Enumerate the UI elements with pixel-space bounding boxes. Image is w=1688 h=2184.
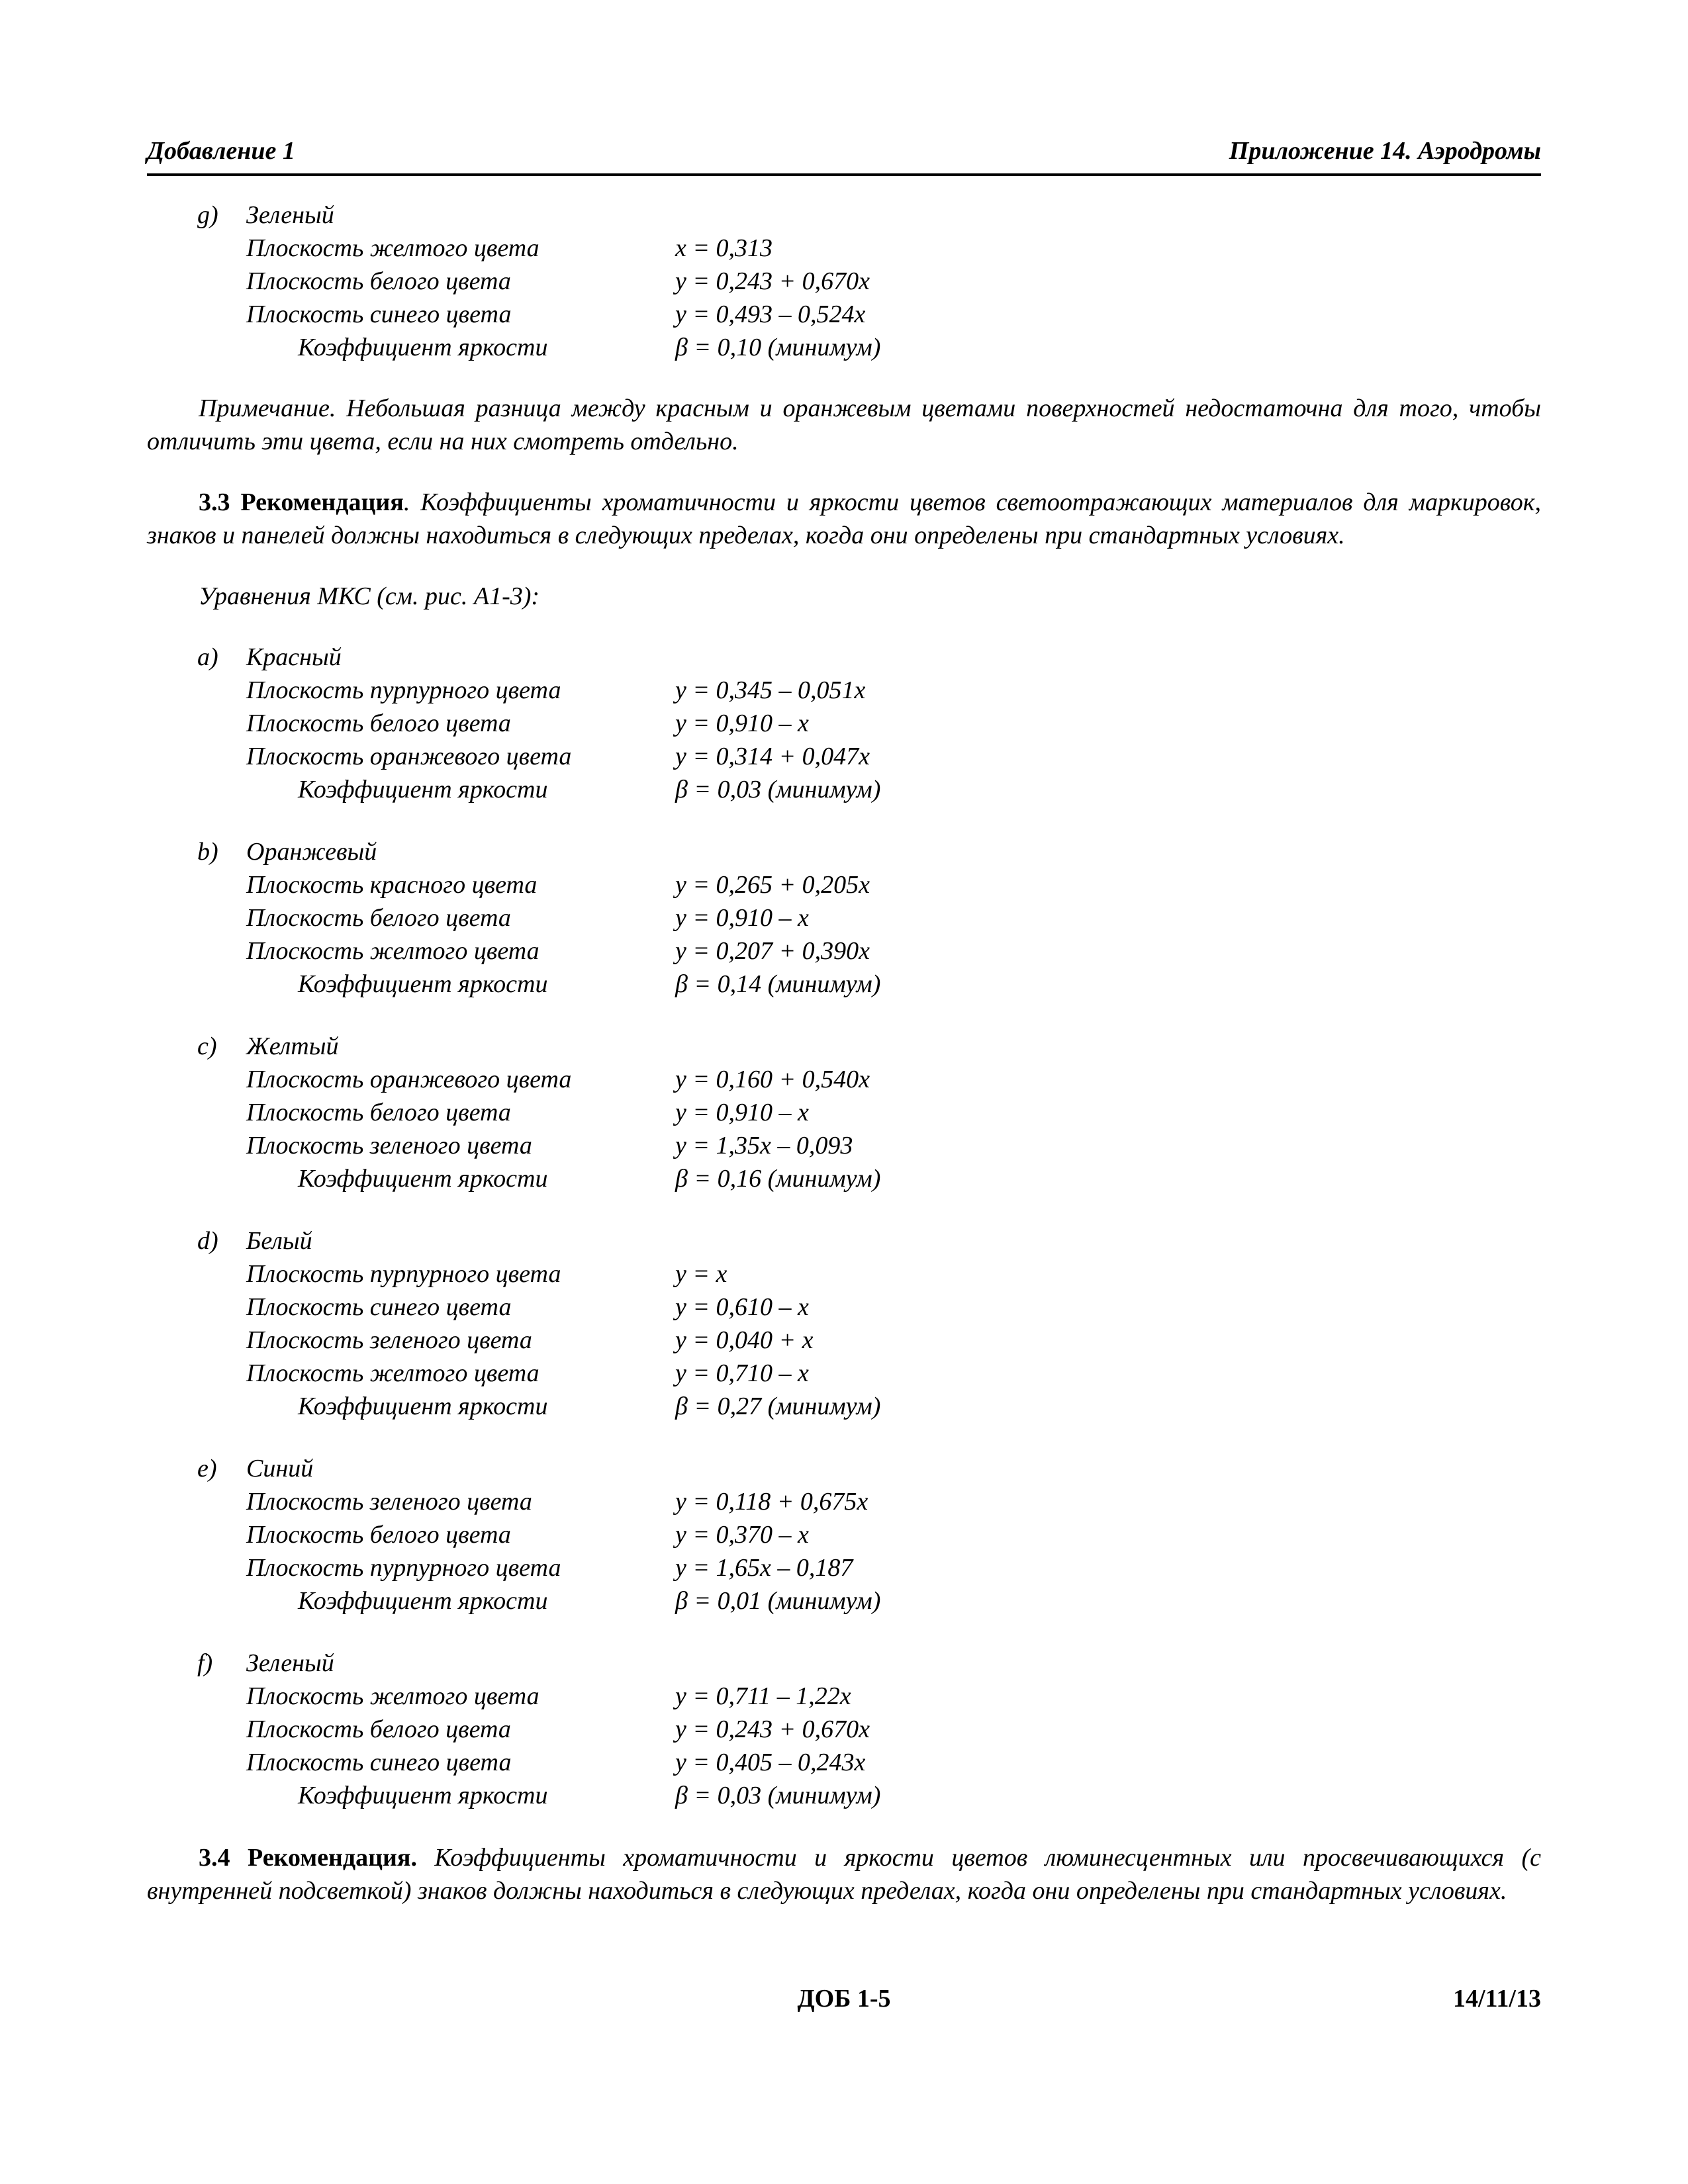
equation-term: Плоскость оранжевого цвета	[246, 1066, 572, 1093]
equation-term: Плоскость желтого цвета	[246, 937, 539, 965]
equation-term: Плоскость оранжевого цвета	[246, 743, 572, 770]
equation-term: Плоскость белого цвета	[246, 709, 511, 737]
equation-row	[147, 1291, 1541, 1324]
group-title: Желтый	[246, 1032, 339, 1060]
equation-row	[147, 1063, 1541, 1096]
equation-value: y = 0,370 – x	[675, 1521, 809, 1549]
equation-value: y = 0,265 + 0,205x	[675, 871, 870, 899]
equation-value: y = 0,405 – 0,243x	[675, 1749, 866, 1776]
group-title: Оранжевый	[246, 838, 377, 866]
group-title: Красный	[246, 643, 342, 671]
list-letter: b)	[197, 838, 218, 866]
equation-value: y = 1,35x – 0,093	[675, 1132, 853, 1160]
equation-term: Плоскость зеленого цвета	[246, 1132, 532, 1160]
equation-value: y = 0,610 – x	[675, 1293, 809, 1321]
equation-row	[147, 1357, 1541, 1390]
equation-value: y = x	[675, 1260, 727, 1288]
recommendation-text: . Коэффициенты хроматичности и яркости цветов светоотражающих материалов для маркировок, знаков и панелей должны находиться в следующих пределах, когда они определены при стандартных условиях.	[147, 488, 1541, 549]
equation-value: y = 1,65x – 0,187	[675, 1554, 853, 1582]
section-number: 3.3	[199, 488, 241, 516]
equation-value: x = 0,313	[675, 234, 773, 262]
color-group	[147, 835, 1541, 1001]
equation-value: y = 0,493 – 0,524x	[675, 300, 866, 328]
group-title-row	[147, 1452, 1541, 1485]
equation-term: Плоскость желтого цвета	[246, 1682, 539, 1710]
page-header	[147, 135, 1541, 176]
luminance-row	[147, 1779, 1541, 1812]
page-number: ДОБ 1-5	[797, 1985, 891, 2013]
luminance-term: Коэффициент яркости	[298, 334, 548, 361]
equation-row	[147, 740, 1541, 773]
group-title-row	[147, 641, 1541, 674]
page-date: 14/11/13	[1452, 1985, 1541, 2013]
equation-row	[147, 1713, 1541, 1746]
equation-term: Плоскость белого цвета	[246, 1099, 511, 1126]
group-title: Зеленый	[246, 201, 334, 229]
list-letter: a)	[197, 643, 218, 671]
recommendation-label: Рекомендация	[240, 488, 404, 516]
equation-row	[147, 1129, 1541, 1162]
list-letter: c)	[197, 1032, 217, 1060]
luminance-term: Коэффициент яркости	[298, 1587, 548, 1615]
group-title: Синий	[246, 1455, 314, 1482]
section-number: 3.4	[199, 1844, 248, 1872]
header-annex-title: Приложение 14. Аэродромы	[1229, 137, 1541, 165]
equation-term: Плоскость белого цвета	[246, 1715, 511, 1743]
equation-row	[147, 1485, 1541, 1518]
equation-term: Плоскость белого цвета	[246, 904, 511, 932]
recommendation-3-3	[147, 486, 1541, 552]
equation-row	[147, 298, 1541, 331]
luminance-row	[147, 1390, 1541, 1423]
page-footer	[147, 1984, 1541, 2017]
group-title: Белый	[246, 1227, 312, 1255]
recommendation-label: Рекомендация.	[247, 1844, 417, 1872]
luminance-value: β = 0,27 (минимум)	[675, 1392, 881, 1420]
luminance-row	[147, 1584, 1541, 1617]
equation-term: Плоскость зеленого цвета	[246, 1326, 532, 1354]
equation-term: Плоскость пурпурного цвета	[246, 676, 561, 704]
equation-row	[147, 265, 1541, 298]
color-group-g	[147, 199, 1541, 364]
luminance-term: Коэффициент яркости	[298, 1392, 548, 1420]
luminance-value: β = 0,03 (минимум)	[675, 1782, 881, 1809]
note-paragraph: Примечание. Небольшая разница между красным и оранжевым цветами поверхностей недостаточна для того, чтобы отличить эти цвета, если на них смотреть отдельно.	[147, 394, 1541, 455]
list-letter: f)	[197, 1649, 213, 1677]
header-appendix-label: Добавление 1	[147, 137, 295, 165]
equation-row	[147, 674, 1541, 707]
equation-row	[147, 1096, 1541, 1129]
equation-value: y = 0,040 + x	[675, 1326, 814, 1354]
equation-row	[147, 1518, 1541, 1551]
equation-row	[147, 901, 1541, 934]
luminance-value: β = 0,14 (минимум)	[675, 970, 881, 998]
equation-term: Плоскость пурпурного цвета	[246, 1260, 561, 1288]
equation-value: y = 0,160 + 0,540x	[675, 1066, 870, 1093]
color-group	[147, 1224, 1541, 1423]
equation-term: Плоскость пурпурного цвета	[246, 1554, 561, 1582]
equation-term: Плоскость красного цвета	[246, 871, 538, 899]
equation-row	[147, 707, 1541, 740]
equation-row	[147, 1257, 1541, 1291]
group-title: Зеленый	[246, 1649, 334, 1677]
luminance-term: Коэффициент яркости	[298, 1782, 548, 1809]
luminance-row	[147, 1162, 1541, 1195]
equation-value: y = 0,910 – x	[675, 1099, 809, 1126]
luminance-term: Коэффициент яркости	[298, 1165, 548, 1193]
equation-row	[147, 1324, 1541, 1357]
equation-value: y = 0,207 + 0,390x	[675, 937, 870, 965]
equation-row	[147, 934, 1541, 968]
color-group	[147, 1030, 1541, 1195]
group-title-row	[147, 199, 1541, 232]
color-group	[147, 1647, 1541, 1812]
group-title-row	[147, 1030, 1541, 1063]
equation-row	[147, 1680, 1541, 1713]
equation-value: y = 0,118 + 0,675x	[675, 1488, 868, 1516]
luminance-term: Коэффициент яркости	[298, 776, 548, 803]
equation-row	[147, 868, 1541, 901]
list-letter: d)	[197, 1227, 218, 1255]
color-group	[147, 641, 1541, 806]
equation-value: y = 0,314 + 0,047x	[675, 743, 870, 770]
equation-term: Плоскость синего цвета	[246, 300, 512, 328]
list-letter: e)	[197, 1455, 217, 1482]
equation-value: y = 0,910 – x	[675, 709, 809, 737]
luminance-row	[147, 968, 1541, 1001]
luminance-value: β = 0,03 (минимум)	[675, 776, 881, 803]
page-content	[147, 199, 1541, 1907]
recommendation-text: Коэффициенты хроматичности и яркости цветов люминесцентных или просвечивающихся (с внутренней подсветкой) знаков должны находиться в следующих пределах, когда они определены при стандартных условиях.	[147, 1844, 1542, 1905]
equation-value: y = 0,345 – 0,051x	[675, 676, 866, 704]
equation-value: y = 0,910 – x	[675, 904, 809, 932]
equation-term: Плоскость синего цвета	[246, 1293, 512, 1321]
equation-term: Плоскость зеленого цвета	[246, 1488, 532, 1516]
equation-value: y = 0,711 – 1,22x	[675, 1682, 851, 1710]
equation-term: Плоскость желтого цвета	[246, 234, 539, 262]
equation-term: Плоскость белого цвета	[246, 267, 511, 295]
group-title-row	[147, 1224, 1541, 1257]
equations-intro: Уравнения МКС (см. рис. А1-3):	[199, 582, 540, 610]
color-groups-list	[147, 641, 1541, 1841]
equation-row	[147, 1551, 1541, 1584]
color-group	[147, 1452, 1541, 1617]
luminance-value: β = 0,16 (минимум)	[675, 1165, 881, 1193]
equation-value: y = 0,243 + 0,670x	[675, 1715, 870, 1743]
luminance-value: β = 0,01 (минимум)	[675, 1587, 881, 1615]
luminance-term: Коэффициент яркости	[298, 970, 548, 998]
equation-term: Плоскость белого цвета	[246, 1521, 511, 1549]
group-title-row	[147, 1647, 1541, 1680]
recommendation-3-4	[147, 1841, 1541, 1907]
equation-term: Плоскость синего цвета	[246, 1749, 512, 1776]
group-title-row	[147, 835, 1541, 868]
luminance-value: β = 0,10 (минимум)	[675, 334, 881, 361]
luminance-row	[147, 331, 1541, 364]
equation-term: Плоскость желтого цвета	[246, 1359, 539, 1387]
list-letter: g)	[197, 201, 218, 229]
equation-value: y = 0,710 – x	[675, 1359, 809, 1387]
equation-value: y = 0,243 + 0,670x	[675, 267, 870, 295]
equation-row	[147, 232, 1541, 265]
luminance-row	[147, 773, 1541, 806]
equation-row	[147, 1746, 1541, 1779]
